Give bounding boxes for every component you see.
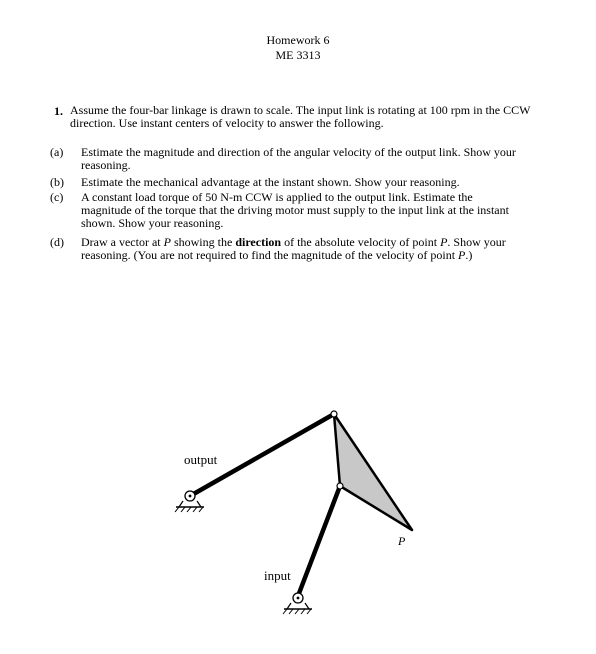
part-d-text-post: of the absolute velocity of point xyxy=(281,235,441,249)
course-number: ME 3313 xyxy=(275,48,321,62)
output-label: output xyxy=(184,452,218,467)
joint-pin xyxy=(331,411,337,417)
part-b-line-1: Estimate the mechanical advantage at the instant shown. Show your reasoning. xyxy=(81,175,460,189)
point-p-ref: P xyxy=(163,235,171,249)
joint-pin xyxy=(337,483,343,489)
part-c-label: (c) xyxy=(50,190,64,204)
part-d-text-pre: Draw a vector at xyxy=(81,235,164,249)
part-c-line-3: shown. Show your reasoning. xyxy=(81,216,224,230)
problem-number: 1. xyxy=(54,104,63,118)
part-a-line-2: reasoning. xyxy=(81,158,131,172)
point-p-label: P xyxy=(398,534,406,548)
point-p-ref: P xyxy=(458,248,466,262)
homework-title: Homework 6 xyxy=(266,33,330,47)
direction-emphasis: direction xyxy=(235,235,282,249)
part-c-line-1: A constant load torque of 50 N-m CCW is applied to the output link. Estimate the xyxy=(81,190,473,204)
part-b-label: (b) xyxy=(50,175,64,189)
part-a-label: (a) xyxy=(50,145,64,159)
point-p-ref: P xyxy=(440,235,448,249)
part-d-label: (d) xyxy=(50,235,64,249)
part-d-text-end: . Show your xyxy=(447,235,506,249)
input-label: input xyxy=(264,568,291,583)
problem-line-2: direction. Use instant centers of velocity to answer the following. xyxy=(70,116,384,130)
input-link xyxy=(298,486,340,596)
coupler-link xyxy=(334,414,412,530)
part-d-line2-pre: reasoning. (You are not required to find the magnitude of the velocity of point xyxy=(81,248,459,262)
part-d-line2-end: .) xyxy=(465,248,473,262)
problem-line-1: Assume the four-bar linkage is drawn to scale. The input link is rotating at 100 rpm in the CCW xyxy=(70,103,531,117)
output-ground-pivot xyxy=(175,491,204,512)
part-a-line-1: Estimate the magnitude and direction of the angular velocity of the output link. Show your xyxy=(81,145,516,159)
input-ground-pivot xyxy=(283,593,312,614)
part-c-line-2: magnitude of the torque that the driving motor must supply to the input link at the instant xyxy=(81,203,509,217)
part-d-text-mid: showing the xyxy=(170,235,236,249)
